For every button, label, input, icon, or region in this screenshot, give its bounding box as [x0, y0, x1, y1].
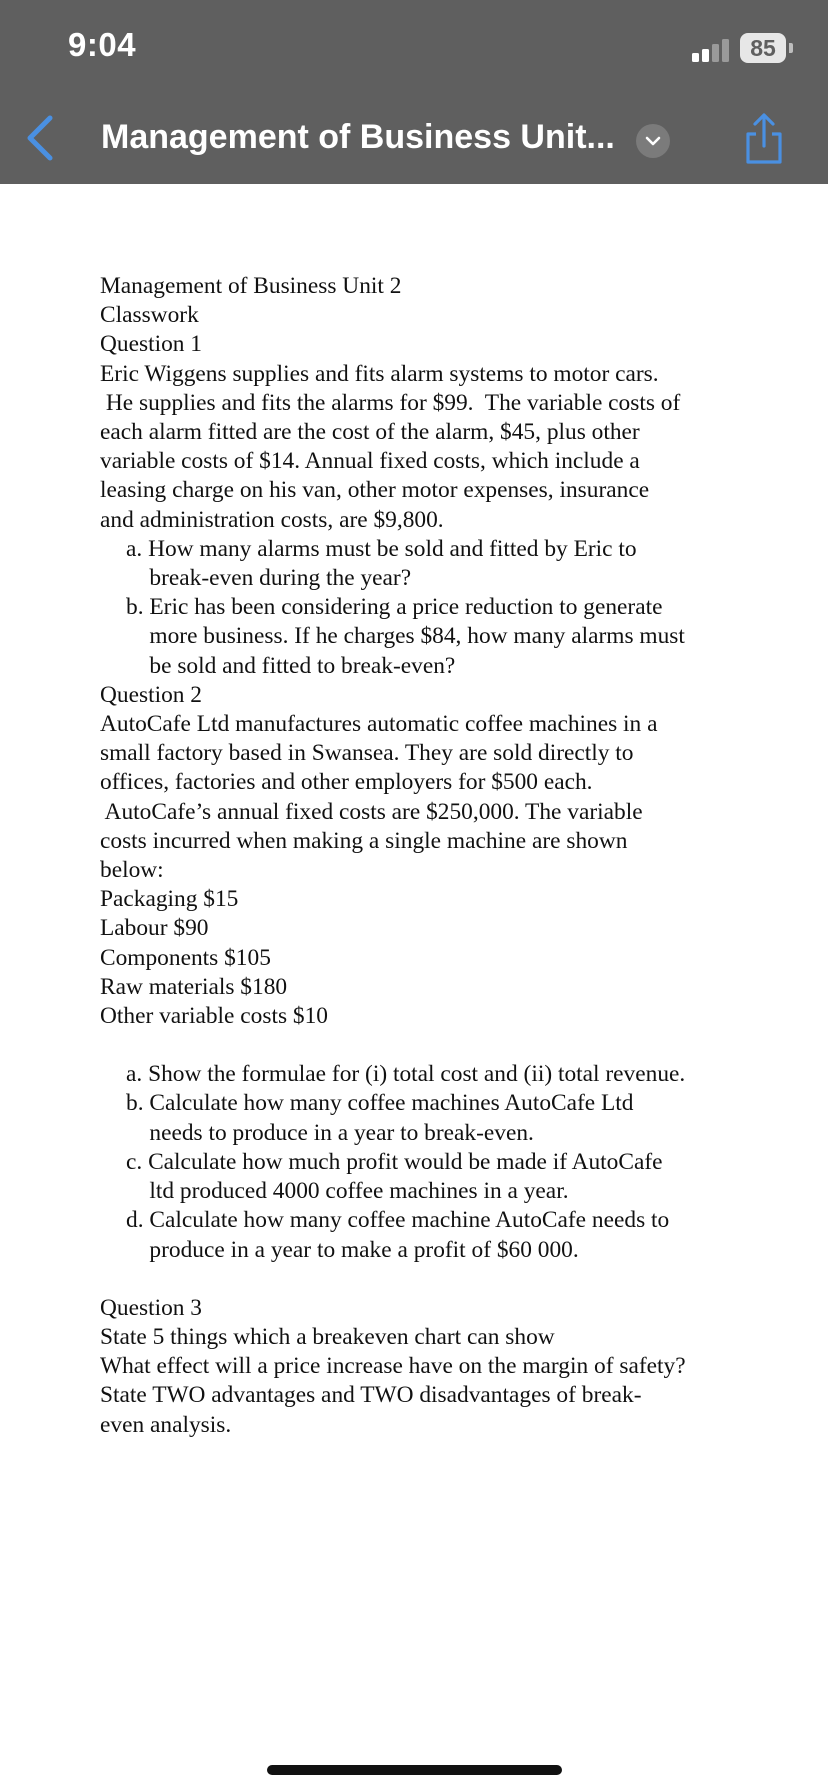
chevron-left-icon — [20, 112, 60, 164]
question-3-text: even analysis. — [100, 1411, 232, 1438]
battery-level: 85 — [750, 35, 776, 61]
question-2-text: costs incurred when making a single machine are shown — [100, 827, 628, 854]
cost-item: Raw materials $180 — [100, 973, 288, 1000]
q2-item-b: b. Calculate how many coffee machines AutoCafe Ltd — [126, 1090, 634, 1117]
cost-item: Components $105 — [100, 944, 271, 971]
status-time: 9:04 — [68, 26, 137, 63]
q1-item-b: be sold and fitted to break-even? — [126, 652, 456, 679]
q2-item-c: ltd produced 4000 coffee machines in a year. — [126, 1178, 569, 1205]
question-3-heading: Question 3 — [100, 1294, 203, 1321]
doc-subtitle: Classwork — [100, 302, 199, 329]
q1-item-a: break-even during the year? — [126, 565, 412, 592]
q1-item-a: a. How many alarms must be sold and fitted by Eric to — [126, 535, 637, 562]
chevron-down-icon — [636, 124, 670, 158]
cellular-signal-icon — [692, 38, 732, 62]
question-2-text: AutoCafe’s annual fixed costs are $250,000. The variable — [100, 798, 643, 825]
q2-item-b: needs to produce in a year to break-even. — [126, 1119, 534, 1146]
cost-item: Other variable costs $10 — [100, 1003, 328, 1030]
question-2-text: offices, factories and other employers for $500 each. — [100, 769, 593, 796]
question-1-text: variable costs of $14. Annual fixed costs, which include a — [100, 448, 640, 475]
q2-item-c: c. Calculate how much profit would be made if AutoCafe — [126, 1148, 663, 1175]
spacer — [100, 1265, 740, 1294]
back-button[interactable] — [20, 112, 60, 164]
q2-item-a: a. Show the formulae for (i) total cost and (ii) total revenue. — [126, 1061, 686, 1088]
question-1-text: and administration costs, are $9,800. — [100, 506, 444, 533]
title-menu-button[interactable] — [636, 124, 670, 158]
share-button[interactable] — [742, 112, 786, 166]
question-1-text: Eric Wiggens supplies and fits alarm systems to motor cars. — [100, 360, 659, 387]
q2-item-d: produce in a year to make a profit of $60 000. — [126, 1236, 579, 1263]
home-indicator[interactable] — [267, 1765, 562, 1775]
question-2-text: AutoCafe Ltd manufactures automatic coffee machines in a — [100, 711, 658, 738]
battery-icon — [740, 33, 786, 63]
cost-item: Packaging $15 — [100, 886, 239, 913]
question-1-text: each alarm fitted are the cost of the alarm, $45, plus other — [100, 419, 640, 446]
share-icon — [742, 112, 786, 166]
document-body — [100, 272, 740, 1440]
question-1-text: He supplies and fits the alarms for $99. The variable costs of — [100, 389, 681, 416]
doc-title: Management of Business Unit 2 — [100, 273, 402, 299]
spacer — [100, 1031, 740, 1060]
q1-item-b: b. Eric has been considering a price reduction to generate — [126, 594, 663, 621]
question-3-text: What effect will a price increase have on the margin of safety? — [100, 1353, 686, 1380]
document-title: Management of Business Unit... — [101, 118, 615, 156]
top-bar — [0, 0, 828, 184]
question-2-heading: Question 2 — [100, 681, 203, 708]
battery-tip — [789, 43, 793, 53]
question-2-text: small factory based in Swansea. They are sold directly to — [100, 740, 634, 767]
q2-item-d: d. Calculate how many coffee machine AutoCafe needs to — [126, 1207, 670, 1234]
question-3-text: State 5 things which a breakeven chart can show — [100, 1323, 555, 1350]
q1-item-b: more business. If he charges $84, how many alarms must — [126, 623, 685, 650]
question-2-text: below: — [100, 857, 164, 884]
question-1-text: leasing charge on his van, other motor expenses, insurance — [100, 477, 650, 504]
cost-item: Labour $90 — [100, 915, 209, 942]
question-1-heading: Question 1 — [100, 331, 203, 358]
question-3-text: State TWO advantages and TWO disadvantages of break- — [100, 1382, 642, 1409]
